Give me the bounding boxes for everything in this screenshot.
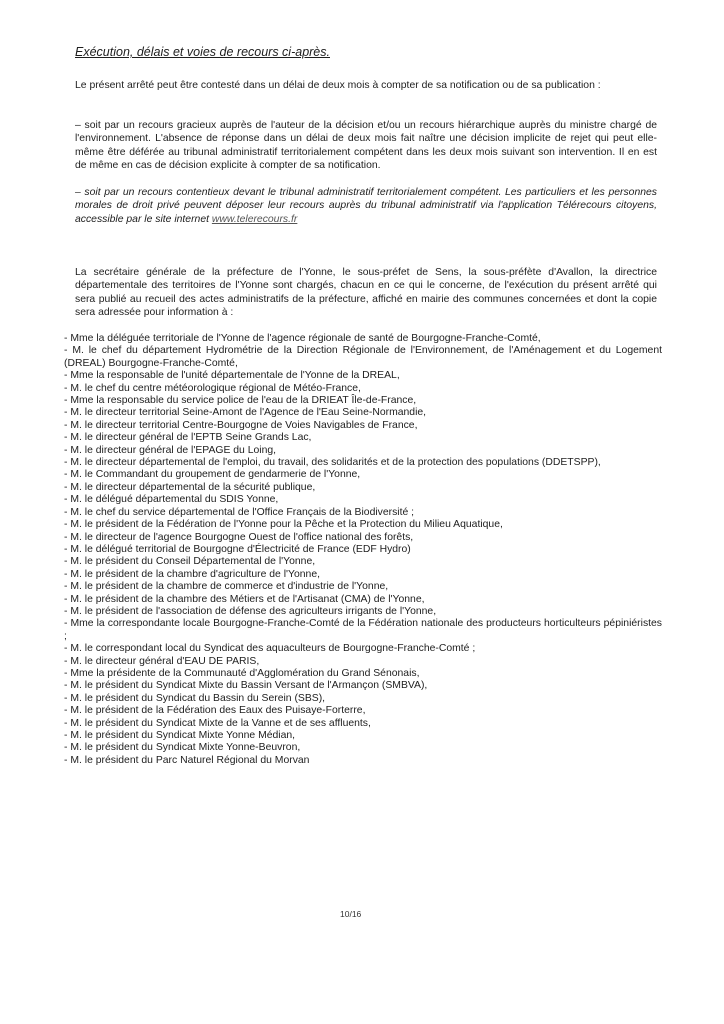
recipient-item: - M. le président du Parc Naturel Régional du Morvan bbox=[64, 754, 310, 766]
recipient-item: - M. le président de l'association de défense des agriculteurs irrigants de l'Yonne, bbox=[64, 605, 437, 617]
recipient-item: - M. le Commandant du groupement de gendarmerie de l'Yonne, bbox=[64, 469, 361, 481]
recipient-item: - M. le président du Syndicat Mixte de la Vanne et de ses affluents, bbox=[64, 717, 371, 729]
recipient-item: - Mme la responsable de l'unité départementale de l'Yonne de la DREAL, bbox=[64, 370, 400, 382]
recipient-list bbox=[64, 333, 662, 767]
recipient-item: - M. le chef du département Hydrométrie de la Direction Régionale de l'Environnement, de l'Aménagement et du Logement (DREAL) Bourgogne-Franche-Comté, bbox=[64, 345, 662, 369]
recipient-item: - M. le délégué départemental du SDIS Yonne, bbox=[64, 494, 279, 506]
recipient-item: - M. le chef du service départemental de l'Office Français de la Biodiversité ; bbox=[64, 506, 415, 518]
recipient-item: - M. le président du Syndicat Mixte du Bassin Versant de l'Armançon (SMBVA), bbox=[64, 680, 428, 692]
recipient-item: - M. le président de la chambre des Métiers et de l'Artisanat (CMA) de l'Yonne, bbox=[64, 593, 425, 605]
recipient-item: - M. le président du Syndicat du Bassin du Serein (SBS), bbox=[64, 692, 326, 704]
recipient-item: - M. le délégué territorial de Bourgogne d'Électricité de France (EDF Hydro) bbox=[64, 543, 411, 555]
recipient-item: - M. le président de la Fédération des Eaux des Puisaye-Forterre, bbox=[64, 705, 366, 717]
paragraph-recours-contentieux-text: – soit par un recours contentieux devant le tribunal administratif territorialement compétent. Les particuliers et les personnes morales de droit privé peuvent déposer leur recours auprès du tribunal administratif via l'application Télérecours citoyens, accessible par le site internet bbox=[75, 187, 657, 225]
recipient-item: - M. le directeur général d'EAU DE PARIS, bbox=[64, 655, 260, 667]
recipient-item: - M. le directeur général de l'EPAGE du Loing, bbox=[64, 444, 277, 456]
recipient-item: - M. le directeur de l'agence Bourgogne Ouest de l'office national des forêts, bbox=[64, 531, 414, 543]
recipient-item: - M. le président du Conseil Départemental de l'Yonne, bbox=[64, 556, 316, 568]
recipient-item: - Mme la déléguée territoriale de l'Yonne de l'agence régionale de santé de Bourgogne-Franche-Comté, bbox=[64, 333, 541, 344]
recipient-item: - M. le président du Syndicat Mixte Yonne-Beuvron, bbox=[64, 742, 301, 754]
recipient-item: - M. le président du Syndicat Mixte Yonne Médian, bbox=[64, 730, 296, 741]
telerecours-link[interactable]: www.telerecours.fr bbox=[211, 213, 298, 225]
recipient-item: - M. le président de la chambre de commerce et d'industrie de l'Yonne, bbox=[64, 581, 389, 593]
recipient-item: - M. le directeur territorial Seine-Amont de l'Agence de l'Eau Seine-Normandie, bbox=[64, 407, 427, 419]
paragraph-recours-gracieux: – soit par un recours gracieux auprès de l'auteur de la décision et/ou un recours hiérarchique auprès du ministre chargé de l'environnement. L'absence de réponse dans un délai de deux mois fait naître une décision implicite de rejet qui peut elle-même être déférée au tribunal administratif territorialement compétent dans les deux mois suivant son intervention. Il en est de même en cas de décision explicite à compter de sa notification. bbox=[75, 120, 657, 172]
recipient-item: - M. le président de la chambre d'agriculture de l'Yonne, bbox=[64, 568, 320, 580]
paragraph-execution: La secrétaire générale de la préfecture de l'Yonne, le sous-préfet de Sens, la sous-préfète d'Avallon, la directrice départementale des territoires de l'Yonne sont chargés, chacun en ce qui le concerne, de l'exécution du présent arrêté qui sera publié au recueil des actes administratifs de la préfecture, affiché en mairie des communes concernées et dont la copie sera adressée pour information à : bbox=[75, 267, 657, 319]
recipient-item: - M. le directeur territorial Centre-Bourgogne de Voies Navigables de France, bbox=[64, 419, 418, 431]
recipient-item: - M. le correspondant local du Syndicat des aquaculteurs de Bourgogne-Franche-Comté ; bbox=[64, 643, 476, 655]
recipient-item: - M. le directeur départemental de l'emploi, du travail, des solidarités et de la protection des populations (DDETSPP), bbox=[64, 457, 601, 469]
recipient-item: - M. le chef du centre météorologique régional de Météo-France, bbox=[64, 382, 361, 394]
recipient-item: - Mme la correspondante locale Bourgogne-Franche-Comté de la Fédération nationale des producteurs horticulteurs pépiniéristes ; bbox=[64, 618, 662, 642]
page-number: 10/16 bbox=[340, 909, 362, 919]
recipient-item: - M. le président de la Fédération de l'Yonne pour la Pêche et la Protection du Milieu Aquatique, bbox=[64, 519, 503, 531]
paragraph-intro: Le présent arrêté peut être contesté dans un délai de deux mois à compter de sa notification ou de sa publication : bbox=[75, 80, 601, 91]
recipient-item: - Mme la responsable du service police de l'eau de la DRIEAT Île-de-France, bbox=[64, 395, 417, 407]
paragraph-recours-contentieux bbox=[75, 186, 657, 226]
recipient-item: - M. le directeur général de l'EPTB Seine Grands Lac, bbox=[64, 432, 312, 444]
section-heading: Exécution, délais et voies de recours ci-après. bbox=[75, 45, 330, 59]
recipient-item: - M. le directeur départemental de la sécurité publique, bbox=[64, 481, 316, 493]
recipient-item: - Mme la présidente de la Communauté d'Agglomération du Grand Sénonais, bbox=[64, 667, 420, 679]
